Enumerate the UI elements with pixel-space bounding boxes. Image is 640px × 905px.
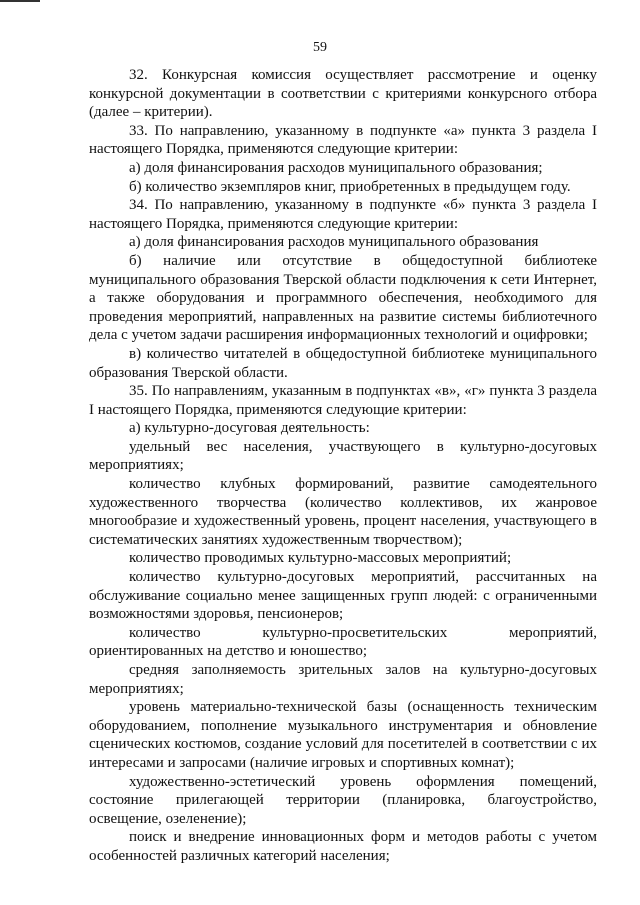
criterion-35-a: а) культурно-досуговая деятельность: [129, 420, 370, 437]
page-number: 59 [313, 40, 327, 55]
criterion-item: количество культурно-просветительских мероприятий, ориентированных на детство и юношество; [89, 624, 597, 660]
criterion-34-b: б) наличие или отсутствие в общедоступной библиотеке муниципального образования Тверской области подключения к сети Интернет, а также оборудования и программного обеспечения, необходимого для проведения мероприятий, направленных на развитие системы библиотечного дела с учетом задачи расширения информационных технологий и оцифровки; [89, 252, 597, 344]
criterion-item: средняя заполняемость зрительных залов на культурно-досуговых мероприятиях; [89, 662, 597, 697]
paragraph-32: 32. Конкурсная комиссия осуществляет рассмотрение и оценку конкурсной документации в соответствии с критериями конкурсного отбора (далее – критерии). [89, 67, 597, 121]
criterion-item: удельный вес населения, участвующего в культурно-досуговых мероприятиях; [89, 438, 597, 474]
document-body [89, 66, 597, 866]
criterion-item: количество проводимых культурно-массовых мероприятий; [129, 550, 512, 567]
criterion-33-a: а) доля финансирования расходов муниципального образования; [129, 159, 543, 176]
criterion-item: поиск и внедрение инновационных форм и методов работы с учетом особенностей различных категорий населения; [89, 829, 597, 864]
criterion-34-a: а) доля финансирования расходов муниципального образования [129, 234, 539, 251]
corner-mark [0, 0, 40, 6]
criterion-34-v: в) количество читателей в общедоступной библиотеке муниципального образования Тверской области. [89, 345, 597, 381]
paragraph-33: 33. По направлению, указанному в подпункте «а» пункта 3 раздела I настоящего Порядка, применяются следующие критерии: [89, 122, 597, 158]
paragraph-35: 35. По направлениям, указанным в подпунктах «в», «г» пункта 3 раздела I настоящего Порядка, применяются следующие критерии: [89, 383, 597, 418]
criterion-33-b: б) количество экземпляров книг, приобретенных в предыдущем году. [129, 178, 571, 195]
criterion-item: количество клубных формирований, развитие самодеятельного художественного творчества (количество коллективов, их жанровое многообразие и художественный уровень, процент населения, участвующего в систематических занятиях художественным творчеством); [89, 476, 597, 548]
criterion-item: количество культурно-досуговых мероприятий, рассчитанных на обслуживание социально менее защищенных групп людей: с ограниченными возможностями здоровья, пенсионеров; [89, 569, 597, 623]
criterion-item: художественно-эстетический уровень оформления помещений, состояние прилегающей территории (планировка, благоустройство, освещение, озеленение); [89, 773, 597, 827]
criterion-item: уровень материально-технической базы (оснащенность техническим оборудованием, пополнение музыкального инструментария и обновление сценических костюмов, создание условий для посетителей в соответствии с их интересами и запросами (наличие игровых и спортивных комнат); [89, 699, 597, 771]
paragraph-34: 34. По направлению, указанному в подпункте «б» пункта 3 раздела I настоящего Порядка, применяются следующие критерии: [89, 197, 597, 232]
